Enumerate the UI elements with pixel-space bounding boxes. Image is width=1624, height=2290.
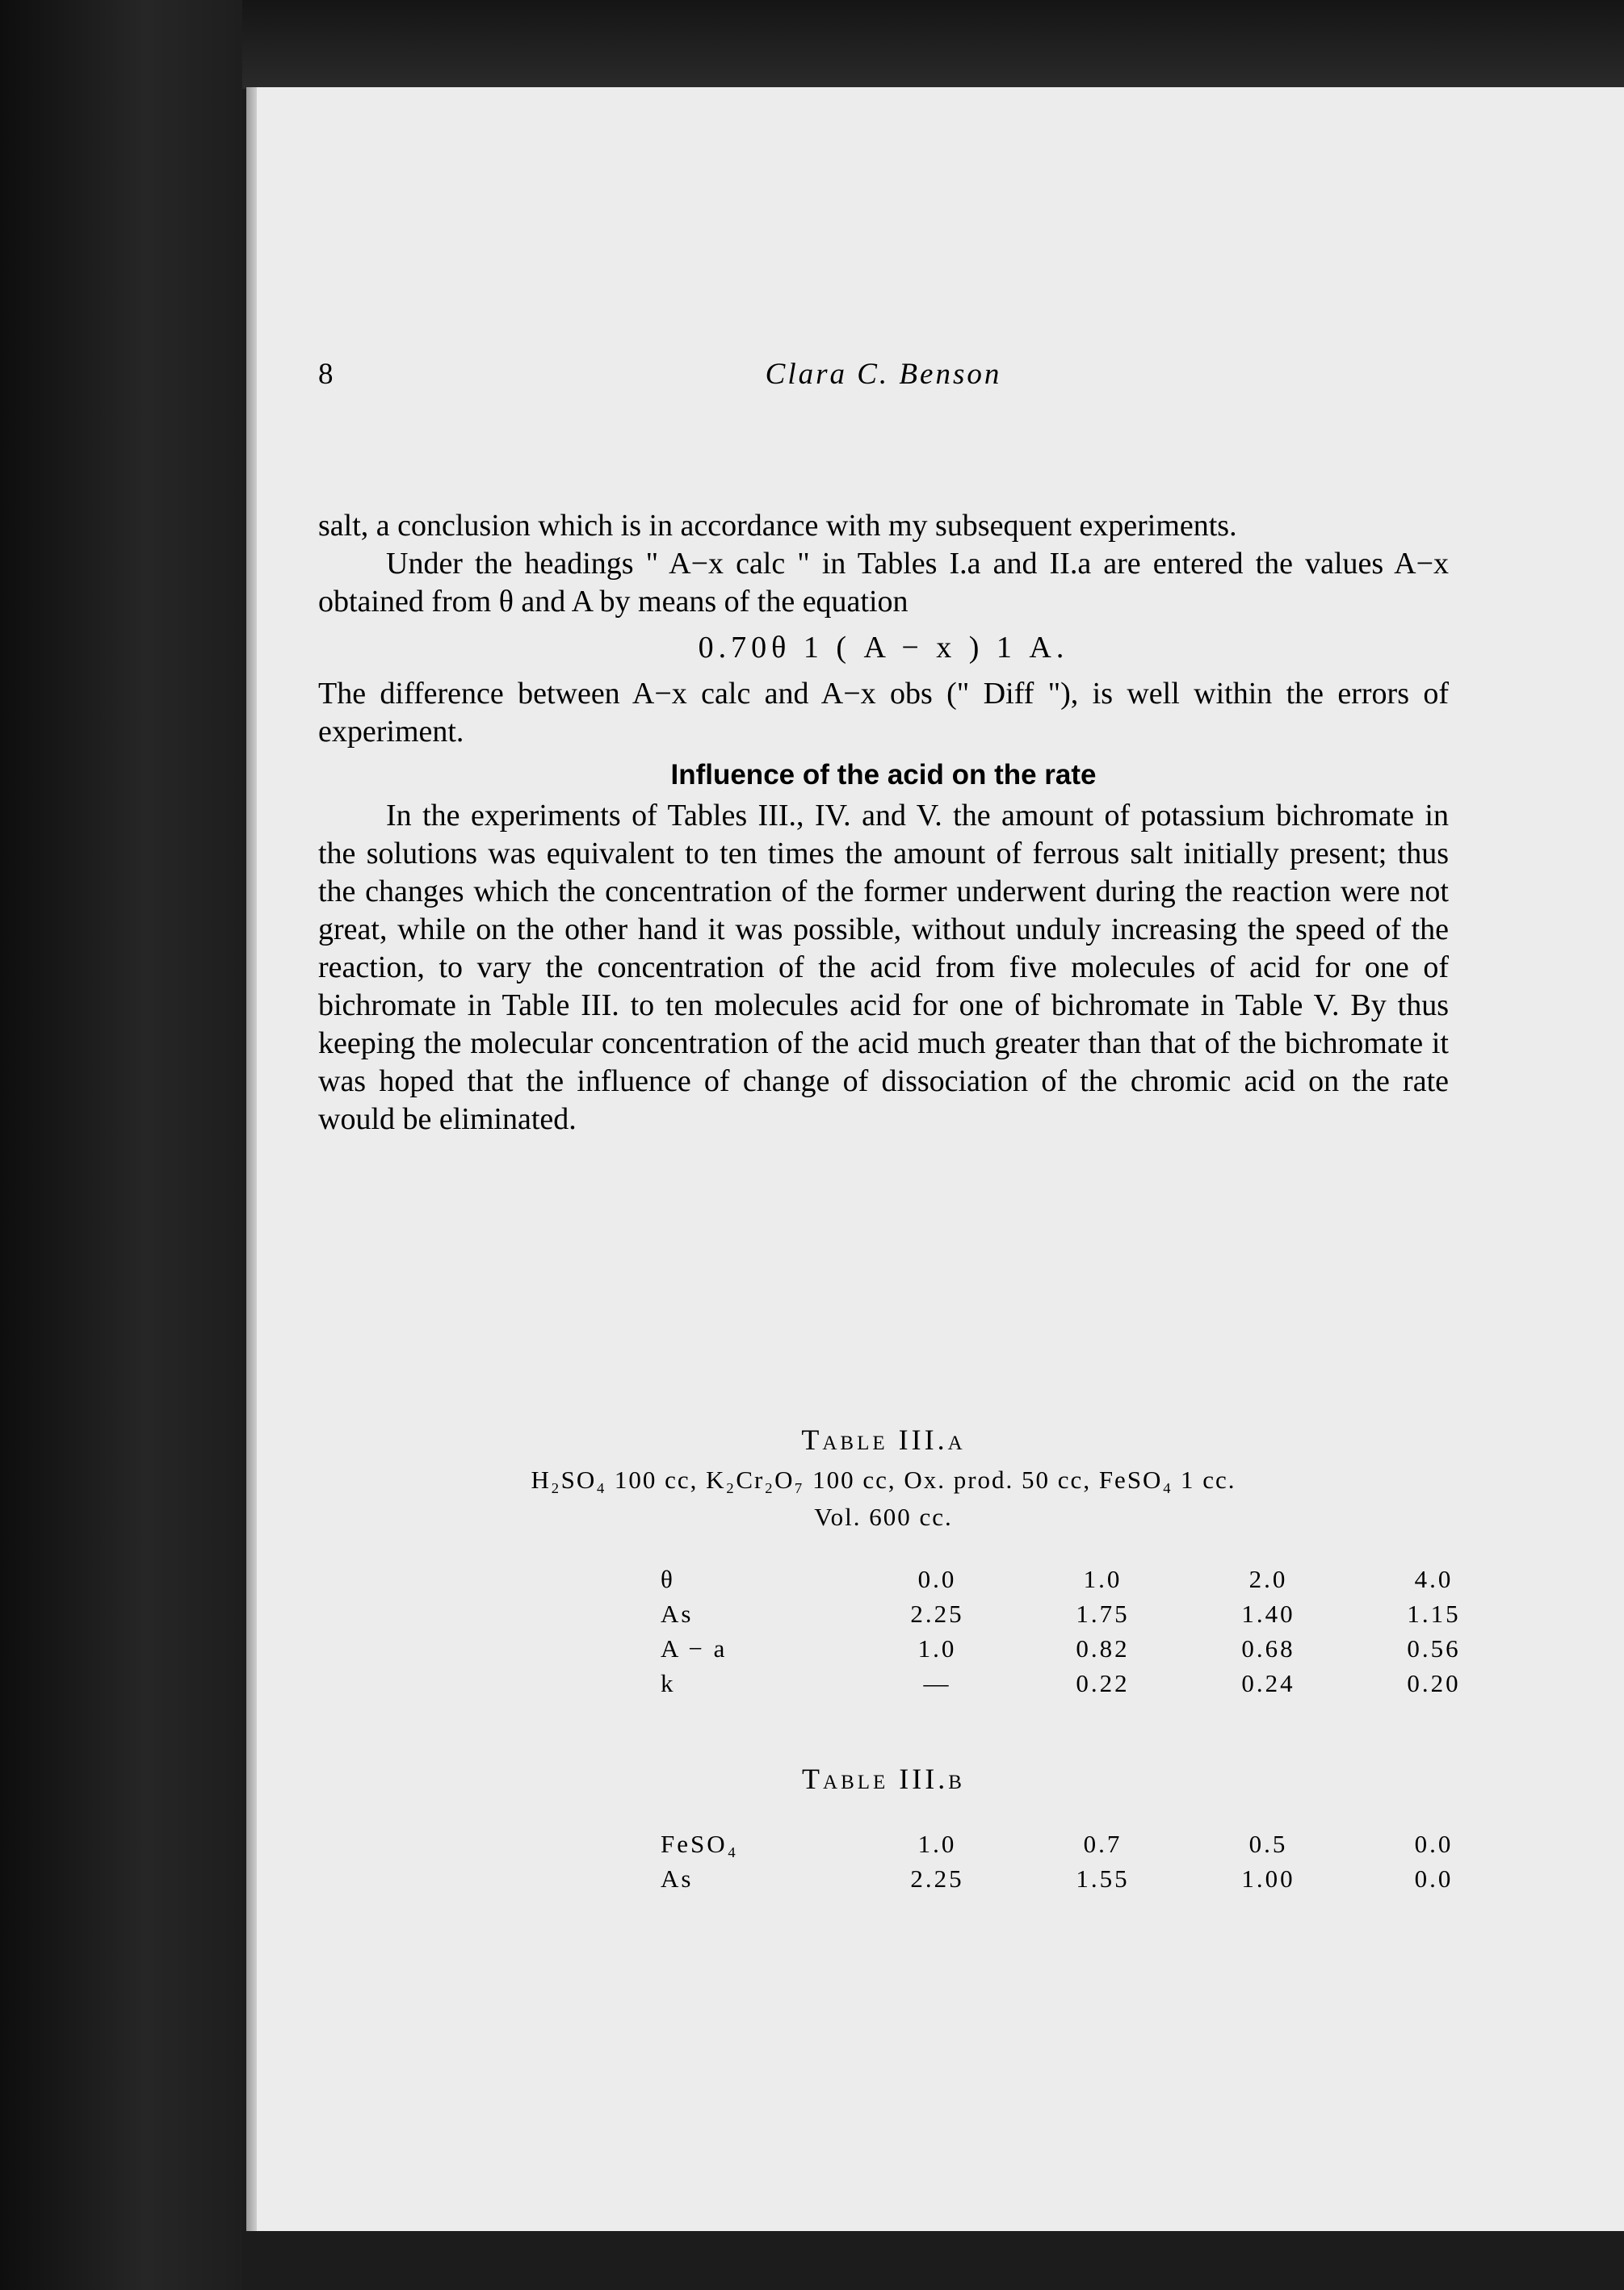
table-cell: 1.40 (1241, 1599, 1295, 1628)
table-row (661, 1666, 1517, 1701)
table-cell: 2.0 (1248, 1564, 1288, 1593)
table-row (661, 1861, 1517, 1896)
table-cell: 0.0 (1414, 1829, 1454, 1858)
section-title: Influence of the acid on the rate (670, 759, 1097, 791)
table-cell: 0.7 (1083, 1829, 1123, 1858)
row-label: k (661, 1668, 676, 1697)
equation: 0.70θ 1 ( A − x ) 1 A. (698, 631, 1069, 665)
paragraph-1: salt, a conclusion which is in accordance with my subsequent experiments. (318, 509, 1237, 543)
body-text (318, 507, 1449, 1139)
page-number: 8 (318, 358, 334, 391)
running-head: Clara C. Benson (765, 358, 1002, 391)
table-a-desc-line-1: H₂SO₄ 100 cc, K₂Cr₂O₇ 100 cc, Ox. prod. 50 cc, FeSO₄ 1 cc. (531, 1466, 1236, 1494)
row-label: θ (661, 1564, 675, 1593)
row-label: As (661, 1864, 694, 1893)
table-a-caption (318, 1423, 1449, 1457)
table-cell: 4.0 (1414, 1564, 1454, 1593)
table-cell: 0.24 (1241, 1668, 1295, 1697)
table-cell: 0.5 (1248, 1829, 1288, 1858)
table-cell: 1.55 (1076, 1864, 1130, 1893)
table-b-caption-text: Table III.b (802, 1763, 965, 1795)
table-row (661, 1596, 1517, 1631)
document-page (257, 87, 1624, 2231)
table-cell: 0.56 (1407, 1634, 1461, 1663)
paragraph-2: Under the headings " A−x calc " in Tables I.a and II.a are entered the values A−x obtained from θ and A by means of the equation (318, 547, 1449, 619)
table-cell: 2.25 (910, 1864, 964, 1893)
table-row (661, 1827, 1517, 1861)
table-a-caption-text: Table III.a (801, 1424, 966, 1456)
table-cell: 1.15 (1407, 1599, 1461, 1628)
table-cell: 0.22 (1076, 1668, 1130, 1697)
table-cell: 0.0 (917, 1564, 957, 1593)
row-label: A − a (661, 1634, 728, 1663)
table-cell: 0.20 (1407, 1668, 1461, 1697)
scan-background-left (0, 0, 242, 2290)
table-row (661, 1562, 1517, 1596)
table-cell: 1.0 (917, 1829, 957, 1858)
scan-background-top (0, 0, 1624, 89)
table-cell: 1.00 (1241, 1864, 1295, 1893)
row-label: As (661, 1599, 694, 1628)
table-cell: 0.82 (1076, 1634, 1130, 1663)
table-a-description (318, 1462, 1449, 1536)
table-cell: — (923, 1668, 951, 1697)
paragraph-3: The difference between A−x calc and A−x obs (" Diff "), is well within the errors of experiment. (318, 677, 1449, 749)
row-label: FeSO₄ (661, 1829, 739, 1858)
paragraph-4: In the experiments of Tables III., IV. and V. the amount of potassium bichromate in the solutions was equivalent to ten times the amount of ferrous salt initially present; thus the changes which the concentration of the former underwent during the reaction were not great, while on the other hand it was possible, without unduly increasing the speed of the reaction, to vary the concentration of the acid from five molecules of acid for one of bichromate in Table III. to ten molecules acid for one of bichromate in Table V. By thus keeping the molecular concentration of the acid much greater than that of the bichromate it was hoped that the influence of change of dissociation of the chromic acid on the rate would be eliminated. (318, 799, 1449, 1136)
table-cell: 1.0 (917, 1634, 957, 1663)
table-cell: 1.75 (1076, 1599, 1130, 1628)
table-b-caption (318, 1762, 1449, 1796)
table-cell: 1.0 (1083, 1564, 1123, 1593)
table-a-desc-line-2: Vol. 600 cc. (814, 1503, 953, 1531)
table-cell: 0.0 (1414, 1864, 1454, 1893)
table-cell: 2.25 (910, 1599, 964, 1628)
table-a (661, 1562, 1517, 1701)
table-row (661, 1631, 1517, 1666)
table-b (661, 1827, 1517, 1896)
table-cell: 0.68 (1241, 1634, 1295, 1663)
